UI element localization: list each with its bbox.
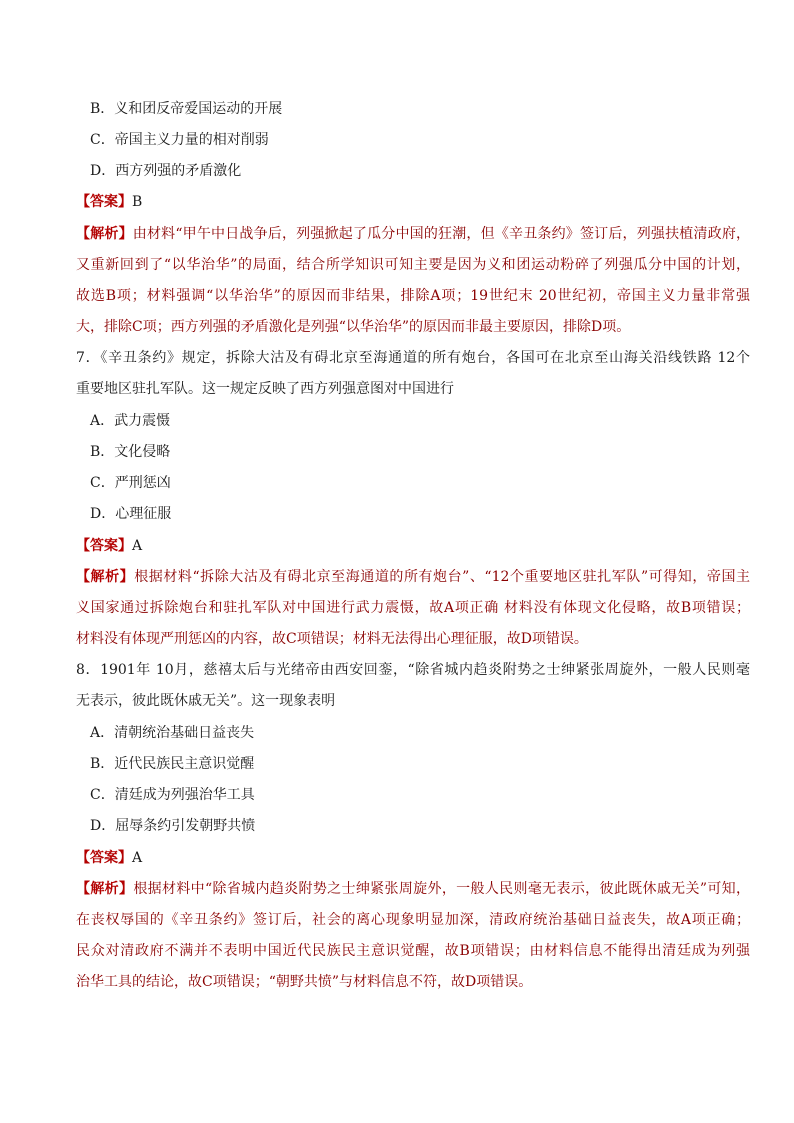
analysis-tag: 【解析】 bbox=[76, 226, 133, 242]
q8-stem-line-1: 8．1901年 10月，慈禧太后与光绪帝由西安回銮，“除省城内趋炎附势之士绅紧张周旋外，一般人民则毫 bbox=[76, 662, 750, 678]
q8-analysis-line-2: 在丧权辱国的《辛丑条约》签订后，社会的离心现象明显加深，清政府统治基础日益丧失，故A项正确； bbox=[76, 912, 750, 928]
q6-option-b: B．义和团反帝爱国运动的开展 bbox=[90, 101, 283, 117]
q7-option-b: B．文化侵略 bbox=[90, 444, 171, 460]
q7-option-d: D．心理征服 bbox=[90, 506, 172, 522]
q7-stem-line-1: 7．《辛丑条约》规定，拆除大沽及有碍北京至海通道的所有炮台，各国可在北京至山海关沿线铁路 12个 bbox=[76, 350, 750, 366]
q8-analysis-line-3: 民众对清政府不满并不表明中国近代民族民主意识觉醒，故B项错误；由材料信息不能得出清廷成为列强 bbox=[76, 943, 750, 959]
analysis-tag: 【解析】 bbox=[76, 569, 135, 585]
q8-stem-line-2: 无表示，彼此既休戚无关”。这一现象表明 bbox=[76, 693, 336, 709]
q8-answer bbox=[76, 848, 142, 868]
answer-value: A bbox=[132, 538, 143, 554]
q6-analysis-line-2: 又重新回到了“以华治华”的局面，结合所学知识可知主要是因为义和团运动粉碎了列强瓜分中国的计划， bbox=[76, 257, 750, 273]
q6-answer bbox=[76, 192, 142, 212]
answer-value: B bbox=[132, 194, 143, 210]
q7-option-c: C．严刑惩凶 bbox=[90, 475, 171, 491]
answer-tag: 【答案】 bbox=[76, 538, 132, 554]
q7-answer bbox=[76, 536, 142, 556]
q8-option-b: B．近代民族民主意识觉醒 bbox=[90, 756, 255, 772]
q6-analysis-line-1: 【解析】由材料“甲午中日战争后，列强掀起了瓜分中国的狂潮，但《辛丑条约》签订后，列强扶植清政府， bbox=[76, 226, 751, 242]
analysis-tag: 【解析】 bbox=[76, 881, 134, 897]
q6-analysis-line-3: 故选B项；材料强调“以华治华”的原因而非结果，排除A项；19世纪末 20世纪初，帝国主义力量非常强 bbox=[76, 288, 750, 304]
q6-option-d: D．西方列强的矛盾激化 bbox=[90, 163, 242, 179]
q7-stem-line-2: 重要地区驻扎军队。这一规定反映了西方列强意图对中国进行 bbox=[76, 381, 454, 397]
answer-value: A bbox=[132, 850, 143, 866]
answer-tag: 【答案】 bbox=[76, 850, 132, 866]
q7-analysis-line-1: 【解析】根据材料“拆除大沽及有碍北京至海通道的所有炮台”、“12个重要地区驻扎军队”可得知，帝国主 bbox=[76, 569, 751, 585]
q6-analysis-line-4: 大，排除C项；西方列强的矛盾激化是列强“以华治华”的原因而非最主要原因，排除D项。 bbox=[76, 319, 631, 335]
q8-option-c: C．清廷成为列强治华工具 bbox=[90, 787, 255, 803]
q6-option-c: C．帝国主义力量的相对削弱 bbox=[90, 132, 269, 148]
q7-analysis-line-2: 义国家通过拆除炮台和驻扎军队对中国进行武力震慑，故A项正确 材料没有体现文化侵略，故B项错误； bbox=[76, 600, 750, 616]
q8-option-a: A．清朝统治基础日益丧失 bbox=[90, 725, 255, 741]
answer-tag: 【答案】 bbox=[76, 194, 132, 210]
q8-analysis-line-1: 【解析】根据材料中“除省城内趋炎附势之士绅紧张周旋外，一般人民则毫无表示，彼此既休戚无关”可知， bbox=[76, 881, 751, 897]
q7-option-a: A．武力震慑 bbox=[90, 413, 171, 429]
q7-analysis-line-3: 材料没有体现严刑惩凶的内容，故C项错误；材料无法得出心理征服，故D项错误。 bbox=[76, 631, 588, 647]
q8-analysis-line-4: 治华工具的结论，故C项错误；“朝野共愤”与材料信息不符，故D项错误。 bbox=[76, 974, 533, 990]
q8-option-d: D．屈辱条约引发朝野共愤 bbox=[90, 818, 256, 834]
